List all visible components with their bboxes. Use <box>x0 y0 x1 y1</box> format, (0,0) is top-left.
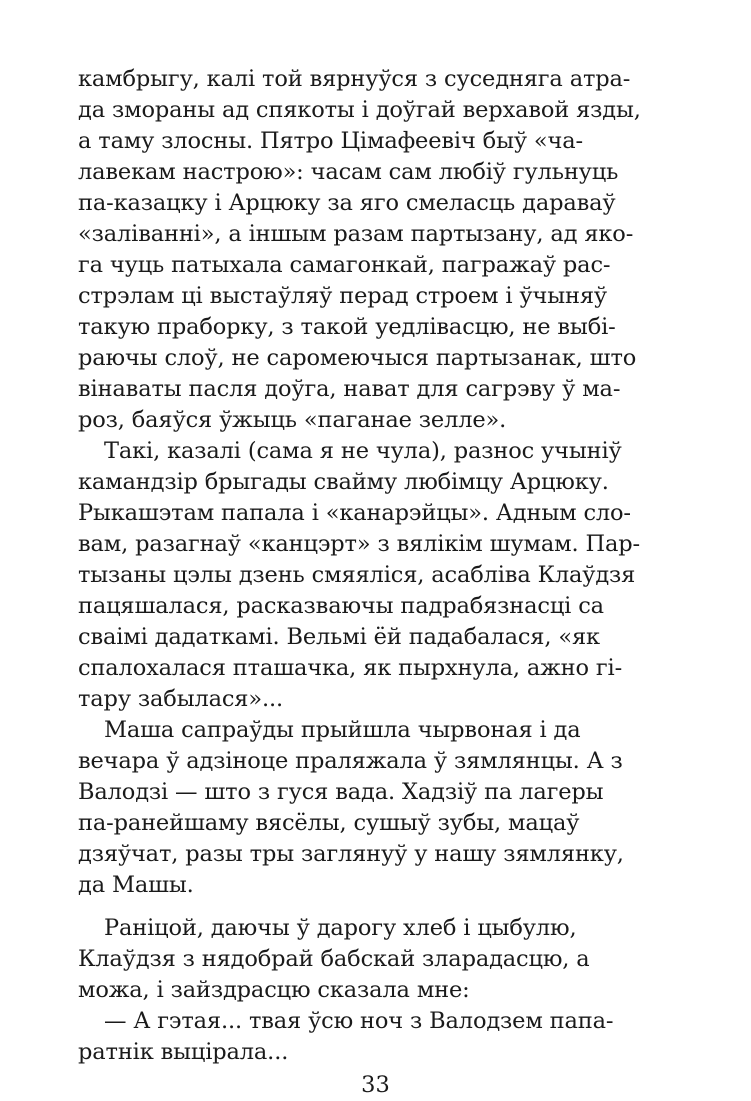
page-number: 33 <box>361 1072 390 1098</box>
text-line: — А гэтая... твая ўсю ноч з Валодзем папа- <box>104 1008 614 1034</box>
text-line: лавекам настрою»: часам сам любіў гульнуць <box>78 159 619 185</box>
text-line: вам, разагнаў «канцэрт» з вялікім шумам. Пар- <box>78 531 640 557</box>
text-line: раючы слоў, не саромеючыся партызанак, што <box>78 345 637 371</box>
text-line: такую праборку, з такой уедлівасцю, не выбі- <box>78 314 616 340</box>
text-line: га чуць патыхала самагонкай, пагражаў рас- <box>78 252 611 278</box>
text-line: да зморaны ад спякоты і доўгай верхавой язды, <box>78 97 641 123</box>
text-line: «заліванні», а іншым разам партызану, ад яко- <box>78 221 634 247</box>
text-line: ратнік выцірала... <box>78 1039 289 1065</box>
text-line: тару забылася»... <box>78 686 283 712</box>
text-line: Рыкашэтам папала і «канарэйцы». Адным сло- <box>78 500 631 526</box>
text-line: па-ранейшаму вясёлы, сушыў зубы, мацаў <box>78 810 580 836</box>
text-line: пацяшалася, расказваючы падрабязнасці са <box>78 593 604 619</box>
text-line: па-казацку і Арцюку за яго смеласць дараваў <box>78 190 616 216</box>
text-line: сваімі дадаткамі. Вельмі ёй падабалася, «як <box>78 624 600 650</box>
text-line: а таму злосны. Пятро Цімафеевіч быў «ча- <box>78 128 583 154</box>
text-line: Валодзі — што з гуся вада. Хадзіў па лагеры <box>78 779 604 805</box>
text-line: камбрыгу, калі той вярнуўся з суседняга атра- <box>78 66 631 92</box>
text-line: вінаваты пасля доўга, нават для сагрэву ў ма- <box>78 376 621 402</box>
text-line: можа, і зайздрасцю сказала мне: <box>78 977 470 1003</box>
text-line: да Машы. <box>78 872 194 898</box>
text-line: камандзір брыгады свайму любімцу Арцюку. <box>78 469 609 495</box>
text-line: роз, баяўся ўжыць «паганае зелле». <box>78 407 507 433</box>
text-line: Раніцой, даючы ў дарогу хлеб і цыбулю, <box>104 915 577 941</box>
text-line: Клаўдзя з нядобрай бабскай зларадасцю, а <box>78 946 590 972</box>
text-line: Такі, казалі (сама я не чула), разнос учыніў <box>104 438 622 464</box>
text-line: Маша сапраўды прыйшла чырвоная і да <box>104 717 581 743</box>
text-line: стрэлам ці выстаўляў перад строем і ўчыняў <box>78 283 607 309</box>
text-line: дзяўчат, разы тры заглянуў у нашу зямлянку, <box>78 841 624 867</box>
text-line: вечара ў адзіноце праляжала ў зямлянцы. А з <box>78 748 623 774</box>
text-line: тызаны цэлы дзень смяяліся, асабліва Клаўдзя <box>78 562 636 588</box>
text-line: спалохалася пташачка, як пырхнула, ажно гі- <box>78 655 623 681</box>
